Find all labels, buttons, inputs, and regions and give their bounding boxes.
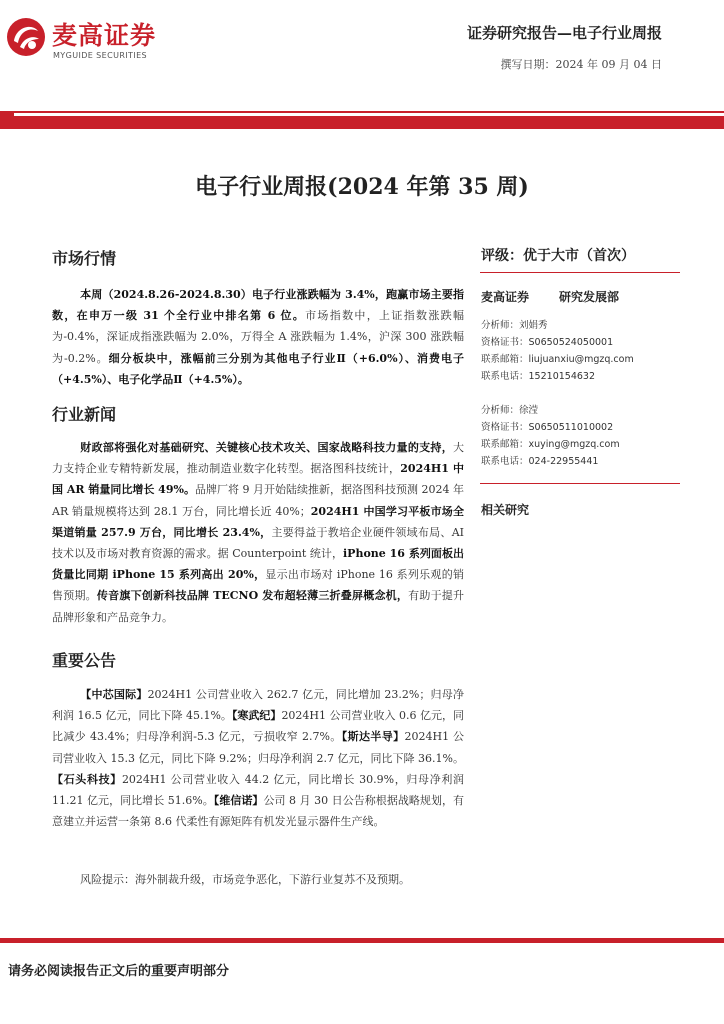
company-name: 【中芯国际】	[80, 688, 148, 701]
rating-divider	[480, 272, 680, 273]
company-name: 【维信诺】	[213, 794, 264, 808]
brand-name-en: MYGUIDE SECURITIES	[53, 51, 148, 60]
company-name: 【寒武纪】	[231, 709, 282, 723]
analyst-name: 刘娟秀	[519, 320, 548, 331]
email-label: 联系邮箱：	[481, 439, 529, 450]
cert-number: S0650511010002	[528, 422, 614, 433]
section-heading-announcements: 重要公告	[52, 651, 117, 670]
brand-name-cn: 麦高证券	[52, 21, 157, 50]
cert-label: 资格证书：	[481, 337, 529, 348]
analyst-block	[481, 317, 634, 385]
footer-rule	[0, 938, 724, 943]
page-title: 电子行业周报(2024 年第 35 周)	[195, 174, 529, 200]
cert-number: S0650524050001	[528, 337, 614, 348]
analyst-block	[481, 402, 620, 470]
news-item: 大力支持企业专精特新发展，推动制造业数字化转型。据洛图科技统计，	[52, 441, 464, 476]
announcement-text: 公司 8 月 30 日公告称根据战略规划，有意建立并运营一条第 8.6 代柔性有源矩阵有机发光显示器件生产线。	[52, 794, 465, 829]
myguide-logo-icon	[6, 17, 46, 57]
market-indices: 市场指数中，上证指数涨跌幅为-0.4%，深证成指涨跌幅为 2.0%，万得全 A 涨跌幅为 1.4%，沪深 300 涨跌幅为-0.2%。	[52, 309, 465, 365]
news-item: 品牌厂将 9 月开始陆续推新，据洛图科技预测 2024 年 AR 销量规模将达到 28.1 万台，同比增长近 40%；	[52, 483, 464, 518]
phone-label: 联系电话：	[481, 371, 529, 382]
analyst-label: 分析师：	[481, 320, 520, 331]
email-address: xuying@mgzq.com	[528, 439, 620, 450]
related-divider	[480, 483, 680, 484]
risk-warning	[52, 869, 464, 890]
report-date: 撰写日期：2024 年 09 月 04 日	[500, 58, 662, 71]
rating: 评级：优于大市（首次）	[481, 248, 635, 264]
cert-label: 资格证书：	[481, 422, 529, 433]
report-type: 证券研究报告—电子行业周报	[466, 24, 662, 42]
announcement-text: 2024H1 公司营业收入 0.6 亿元，同比减少 43.4%；归母净利润-5.3 亿元，亏损收窄 2.7%。	[52, 709, 465, 744]
phone-number: 15210154632	[528, 371, 596, 382]
news-item: iPhone 16 系列面板出货量比同期 iPhone 15 系列高出 20%，	[52, 547, 465, 582]
news-item: 2024H1 中国学习平板市场全渠道销量 257.9 万台，同比增长 23.4%，	[52, 504, 464, 539]
section-heading-market: 市场行情	[52, 249, 117, 268]
email-label: 联系邮箱：	[481, 354, 529, 365]
phone-number: 024-22955441	[528, 456, 599, 467]
news-item: 2024H1 中国 AR 销量同比增长 49%。	[52, 462, 464, 497]
news-item: 财政部将强化对基础研究、关键核心技术攻关、国家战略科技力量的支持，	[80, 441, 453, 454]
section-heading-news: 行业新闻	[52, 405, 117, 424]
announcements-paragraph	[52, 684, 464, 832]
analyst-label: 分析师：	[481, 405, 520, 416]
research-org	[481, 288, 649, 305]
footer-disclaimer: 请务必阅读报告正文后的重要声明部分	[8, 964, 230, 979]
company-name: 【斯达半导】	[341, 730, 405, 744]
news-item: 主要得益于教培企业硬件领域布局、AI 技术以及市场对教育资源的需求。据 Counterpoint 统计，	[52, 525, 464, 561]
risk-text: 风险提示：海外制裁升级，市场竞争恶化，下游行业复苏不及预期。	[80, 873, 410, 886]
org-name: 麦高证券	[481, 290, 530, 304]
dept-name: 研究发展部	[559, 290, 620, 304]
market-paragraph	[52, 284, 464, 390]
news-item: 显示出市场对 iPhone 16 系列乐观的销售预期。	[52, 568, 464, 603]
phone-label: 联系电话：	[481, 456, 529, 467]
announcement-text: 2024H1 公司营业收入 15.3 亿元，同比下降 9.2%；归母净利润 2.7 亿元，同比下降 36.1%。	[52, 730, 464, 765]
announcement-text: 2024H1 公司营业收入 44.2 亿元，同比增长 30.9%，归母净利润 11.21 亿元，同比增长 51.6%。	[52, 772, 465, 808]
news-paragraph	[52, 437, 464, 628]
announcement-text: 2024H1 公司营业收入 262.7 亿元，同比增加 23.2%；归母净利润 16.5 亿元，同比下降 45.1%。	[52, 688, 465, 723]
news-item: 有助于提升品牌形象和产品竞争力。	[52, 589, 465, 624]
news-item: 传音旗下创新科技品牌 TECNO 发布超轻薄三折叠屏概念机，	[96, 589, 409, 603]
email-address: liujuanxiu@mgzq.com	[528, 354, 634, 365]
company-name: 【石头科技】	[52, 772, 122, 786]
market-sectors: 细分板块中，涨幅前三分别为其他电子行业Ⅱ（+6.0%）、消费电子（+4.5%）、电子化学品Ⅱ（+4.5%）。	[52, 351, 464, 386]
market-summary: 本周（2024.8.26-2024.8.30）电子行业涨跌幅为 3.4%，跑赢市场主要指数，在申万一级 31 个全行业中排名第 6 位。	[52, 288, 464, 323]
analyst-name: 徐滢	[519, 405, 539, 416]
related-research-heading: 相关研究	[481, 503, 530, 517]
header-rule-thick	[0, 116, 724, 129]
header-rule-thin	[0, 111, 724, 113]
